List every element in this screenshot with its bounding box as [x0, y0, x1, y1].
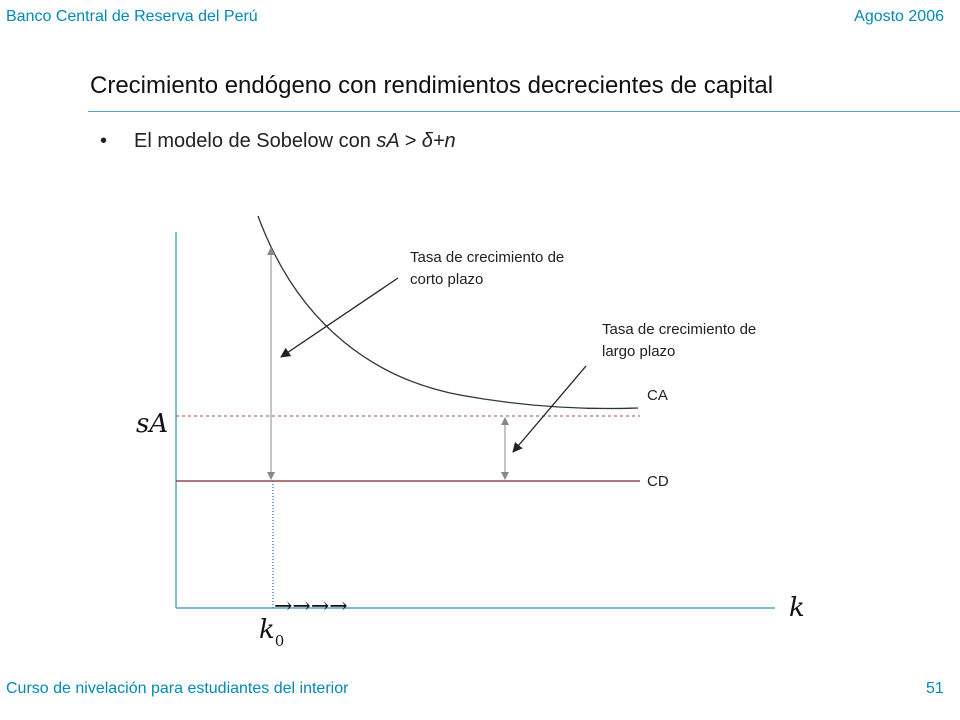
bullet-formula: sA > δ+n: [376, 130, 456, 152]
long-run-annotation-line2: largo plazo: [602, 343, 676, 360]
short-run-annotation: [410, 249, 568, 288]
y-axis-label: sA: [136, 409, 169, 439]
ca-label: CA: [647, 387, 668, 404]
cd-label: CD: [647, 473, 669, 490]
bullet-text: El modelo de Sobelow con: [134, 130, 377, 152]
short-run-pointer-arrow: [281, 278, 398, 357]
x-axis-label: k: [789, 593, 805, 623]
page-number: 51: [926, 680, 944, 697]
k0-label: [259, 615, 284, 650]
long-run-annotation: [602, 321, 760, 360]
bullet-dot: •: [100, 130, 108, 152]
k-arrows: →→→→: [274, 594, 348, 619]
ca-curve: [258, 216, 638, 408]
footer-course: Curso de nivelación para estudiantes del interior: [6, 680, 349, 697]
long-run-annotation-line1: Tasa de crecimiento de: [602, 321, 757, 338]
header-date: Agosto 2006: [854, 8, 944, 25]
k0-base: k: [259, 615, 275, 645]
short-run-annotation-line2: corto plazo: [410, 271, 484, 288]
long-run-pointer-arrow: [513, 366, 586, 452]
header-institution: Banco Central de Reserva del Perú: [6, 8, 258, 25]
k0-subscript: 0: [274, 632, 285, 650]
slide-title: Crecimiento endógeno con rendimientos decrecientes de capital: [90, 72, 774, 99]
short-run-annotation-line1: Tasa de crecimiento de: [410, 249, 565, 266]
